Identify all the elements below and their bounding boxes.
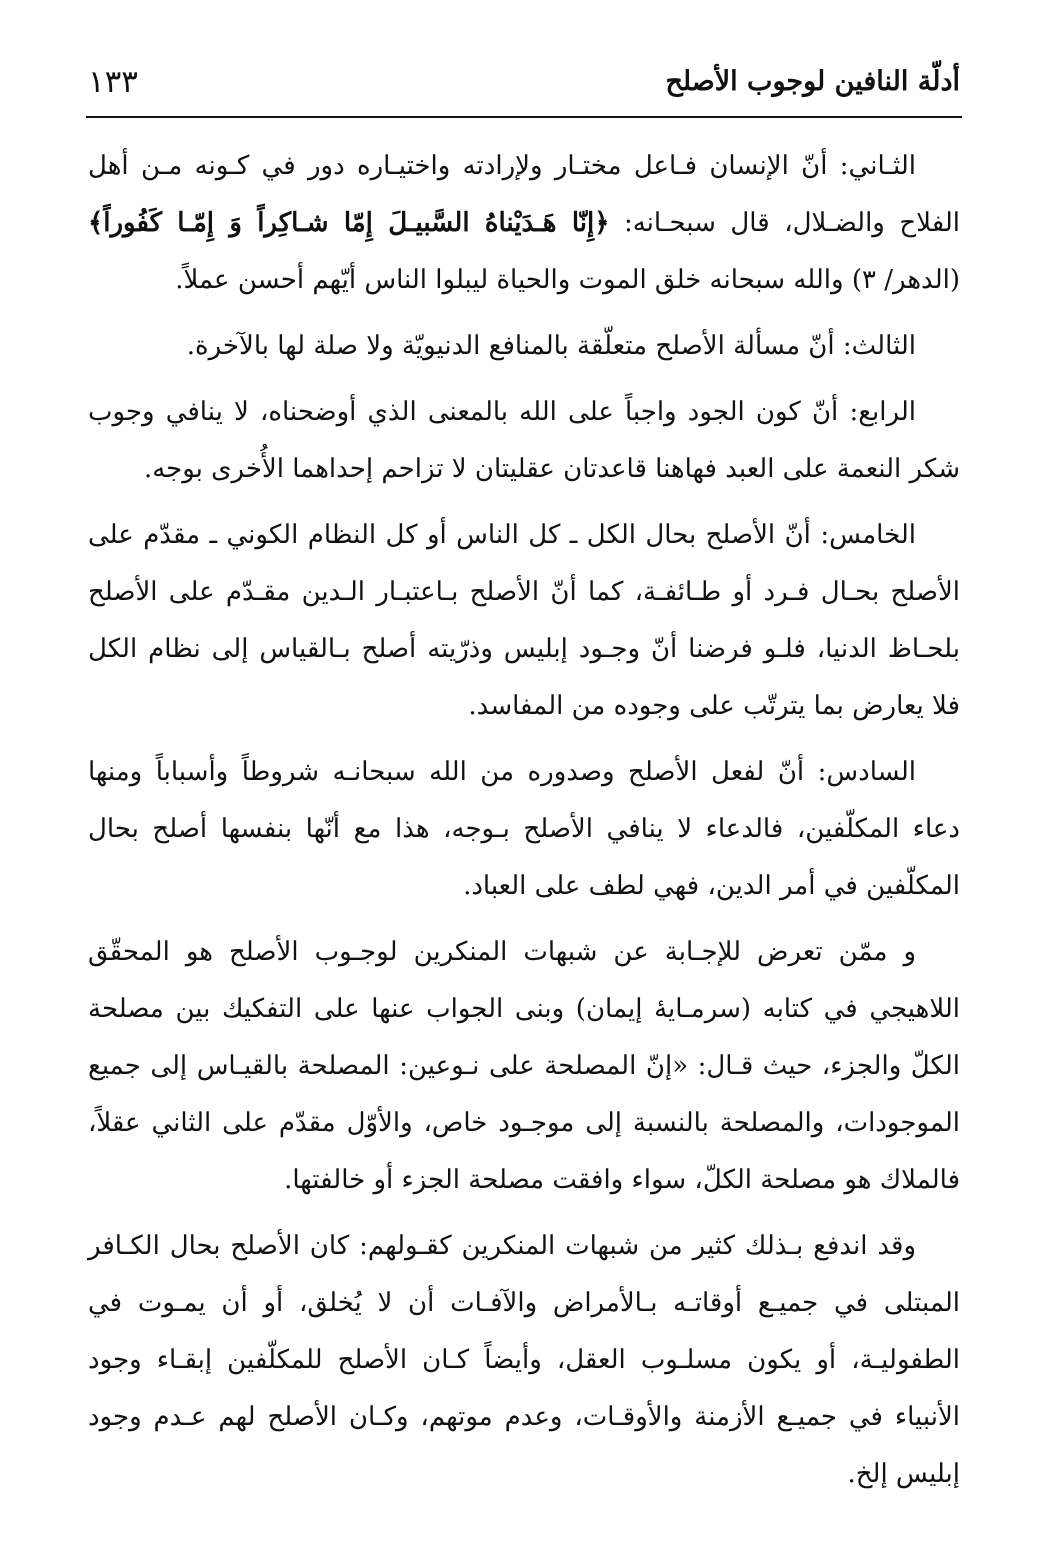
- paragraph-text: أنّ مسألة الأصلح متعلّقة بالمنافع الدنيويّة ولا صلة لها بالآخرة.: [186, 331, 843, 361]
- paragraph-lead: الخامس:: [820, 520, 916, 550]
- paragraph-text: أنّ لفعل الأصلح وصدوره من الله سبحانـه شروطاً وأسباباً ومنها دعاء المكلّفين، فالدعاء لا ينافي الأصلح بـوجه، هذا مع أنّها بنفسها أصلح بحال المكلّفين في أمر الدين، فهي لطف على العباد.: [88, 757, 960, 901]
- paragraph-text: أنّ الأصلح بحال الكل ـ كل الناس أو كل النظام الكوني ـ مقدّم على الأصلح بحـال فـرد أو طـائفـة، كما أنّ الأصلح بـاعتبـار الـدين مقـدّم على الأصلح بلحـاظ الدنيا، فلـو فرضنا أنّ وجـود إبليس وذرّيته أصلح بـالقياس إلى نظام الكل فلا يعارض بما يترتّب على وجوده من المفاسد.: [88, 520, 960, 721]
- running-title: أدلّة النافين لوجوب الأصلح: [665, 66, 960, 97]
- paragraph-text: أنّ كون الجود واجباً على الله بالمعنى الذي أوضحناه، لا ينافي وجوب شكر النعمة على العبد فهاهنا قاعدتان عقليتان لا تزاحم إحداهما الأُخرى بوجه.: [88, 397, 960, 484]
- paragraph-sixth-argument: [88, 744, 960, 915]
- paragraph-text: وقد اندفع بـذلك كثير من شبهات المنكرين كقـولهم: كان الأصلح بحال الكـافر المبتلى في جميـع أوقاتـه بـالأمراض والآفـات أن لا يُخلق، أو أن يمـوت في الطفوليـة، أو يكون مسلـوب العقل، وأيضاً كـان الأصلح للمكلّفين إبقـاء وجود الأنبياء في جميـع الأزمنة والأوقـات، وعدم موتهم، وكـان الأصلح لهم عـدم وجود إبليس إلخ.: [88, 1231, 960, 1489]
- paragraph-lead: الثـاني:: [839, 151, 916, 181]
- paragraph-fifth-argument: [88, 507, 960, 735]
- quran-verse: ﴿إِنّا هَـدَيْناهُ السَّبيـلَ إِمّا شـاكِراً وَ إِمّـا كَفُوراً﴾: [88, 208, 610, 238]
- paragraph-text: أنّ الإنسان فـاعل مختـار ولإرادته واختيـاره دور في كـونه مـن أهل الفلاح والضـلال، قال سبحـانه:: [88, 151, 960, 238]
- paragraph-third-argument: [88, 318, 960, 375]
- paragraph-lead: الثالث:: [842, 331, 916, 361]
- page-number: ١٣٣: [88, 64, 138, 100]
- paragraph-text: (الدهر/ ٣) والله سبحانه خلق الموت والحياة ليبلوا الناس أيّهم أحسن عملاً.: [175, 265, 960, 295]
- page-body: [88, 138, 960, 1503]
- paragraph-lead: الرابع:: [849, 397, 916, 427]
- header-divider: [86, 116, 962, 118]
- paragraph-conclusion: [88, 1218, 960, 1503]
- paragraph-text: و ممّن تعرض للإجـابة عن شبهات المنكرين لوجـوب الأصلح هو المحقّق اللاهيجي في كتابه (سرمـايۀ إيمان) وبنى الجواب عنها على التفكيك بين مصلحة الكلّ والجزء، حيث قـال: «إنّ المصلحة على نـوعين: المصلحة بالقيـاس إلى جميع الموجودات، والمصلحة بالنسبة إلى موجـود خاص، والأوّل مقدّم على الثاني عقلاً، فالملاك هو مصلحة الكلّ، سواء وافقت مصلحة الجزء أو خالفتها.: [88, 937, 960, 1195]
- paragraph-fourth-argument: [88, 384, 960, 498]
- paragraph-second-argument: [88, 138, 960, 309]
- page-header: [88, 60, 960, 112]
- paragraph-lead: السادس:: [817, 757, 916, 787]
- paragraph-lahiji-response: [88, 924, 960, 1209]
